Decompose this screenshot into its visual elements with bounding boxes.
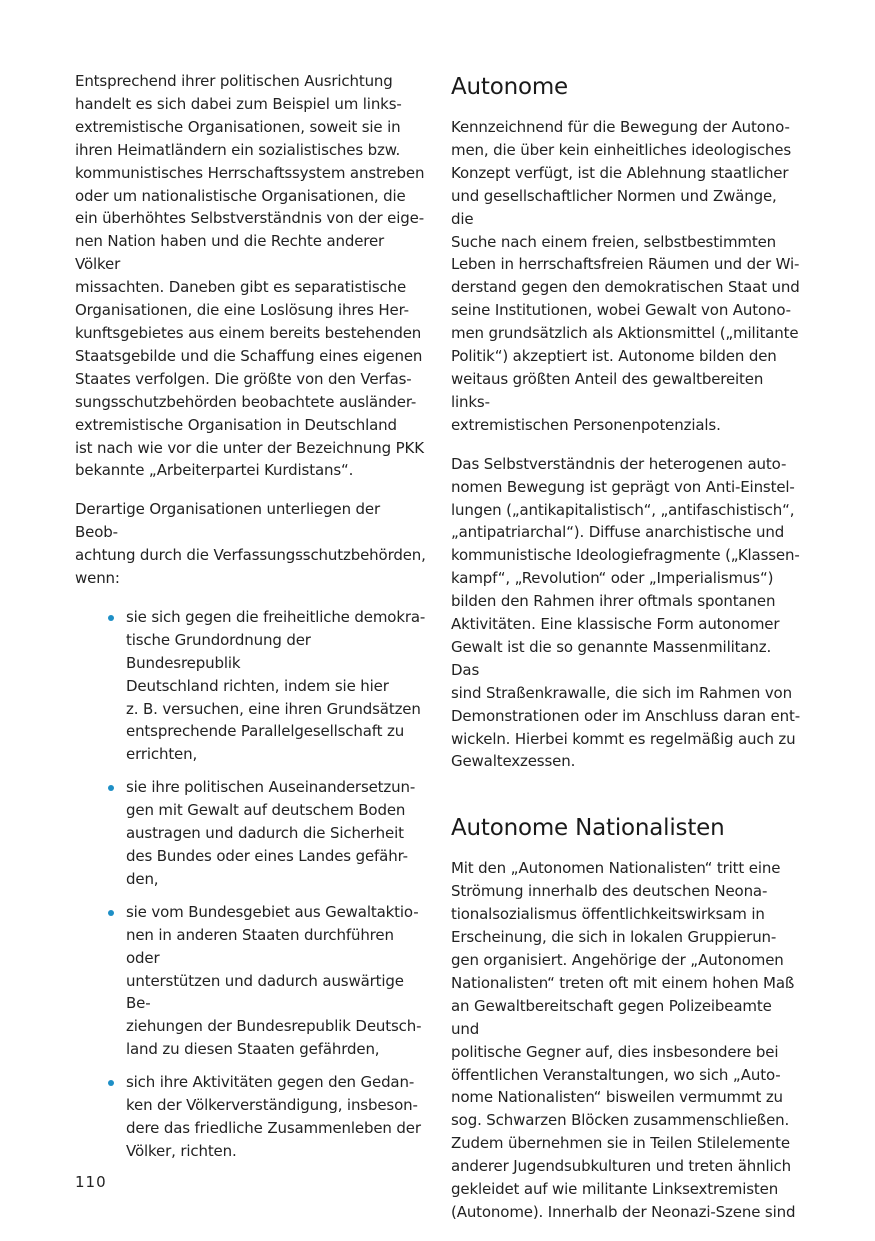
left-column xyxy=(75,70,427,1173)
bullet-dot-icon xyxy=(108,785,114,791)
page-number: 110 xyxy=(75,1173,107,1191)
right-paragraph-3: Mit den „Autonomen Nationalisten“ tritt eine Strömung innerhalb des deutschen Neona- tionalsozialismus öffentlichkeitswirksam in Erscheinung, die sich in lokalen Gruppierun- gen organisiert. Angehörige der „Autonomen Nationalisten“ treten oft mit einem hohen Maß an Gewaltbereitschaft gegen Polizeibeamte und politische Gegner auf, dies insbesondere bei öffentlichen Veranstaltungen, wo sich „Auto- nome Nationalisten“ bisweilen vermummt zu sog. Schwarzen Blöcken zusammenschließen. Zudem übernehmen sie in Teilen Stilelemente anderer Jugendsubkulturen und treten ähnlich gekleidet auf wie militante Linksextremisten (Autonome). Innerhalb der Neonazi-Szene sind xyxy=(451,859,796,1221)
section-heading-autonome: Autonome xyxy=(451,74,569,100)
left-paragraph-1: Entsprechend ihrer politischen Ausrichtung handelt es sich dabei zum Beispiel um links- extremistische Organisationen, soweit sie in ihren Heimatländern ein sozialistisches bzw. kommunistisches Herrschaftssystem anstreben oder um nationalistische Organisationen, die ein überhöhtes Selbstverständnis von der eige- nen Nation haben und die Rechte anderer Völker missachten. Daneben gibt es separatistische Organisationen, die eine Loslösung ihres Her- kunftsgebietes aus einem bereits bestehenden Staatsgebilde und die Schaffung eines eigenen Staates verfolgen. Die größte von den Verfas- sungsschutzbehörden beobachtete ausländer- extremistische Organisation in Deutschland ist nach wie vor die unter der Bezeichnung PKK bekannte „Arbeiterpartei Kurdistans“. xyxy=(75,72,425,480)
right-paragraph-1: Kennzeichnend für die Bewegung der Autono- men, die über kein einheitliches ideologisches Konzept verfügt, ist die Ablehnung staatlicher und gesellschaftlicher Normen und Zwänge, die Suche nach einem freien, selbstbestimmten Leben in herrschaftsfreien Räumen und der Wi- derstand gegen den demokratischen Staat und seine Institutionen, wobei Gewalt von Autono- men grundsätzlich als Aktionsmittel („militante Politik“) akzeptiert ist. Autonome bilden den weitaus größten Anteil des gewaltbereiten links- extremistischen Personenpotenzials. xyxy=(451,118,800,434)
bullet-text: sie vom Bundesgebiet aus Gewaltaktio- nen in anderen Staaten durchführen oder unterstützen und dadurch auswärtige Be- ziehungen der Bundesrepublik Deutsch- land zu diesen Staaten gefährden, xyxy=(126,902,422,1059)
bullet-text: sie sich gegen die freiheitliche demokra- tische Grundordnung der Bundesrepublik Deutschland richten, indem sie hier z. B. versuchen, eine ihren Grundsätzen entsprechende Parallelgesellschaft zu errichten, xyxy=(126,607,426,764)
bullet-item xyxy=(126,1071,427,1163)
bullet-text: sich ihre Aktivitäten gegen den Gedan- ken der Völkerverständigung, insbeson- dere das friedliche Zusammenleben der Völker, richten. xyxy=(126,1073,421,1160)
criteria-bullet-list xyxy=(75,606,427,1163)
bullet-dot-icon xyxy=(108,910,114,916)
bullet-dot-icon xyxy=(108,615,114,621)
section-heading-autonome-nationalisten: Autonome Nationalisten xyxy=(451,815,725,842)
left-paragraph-2: Derartige Organisationen unterliegen der Beob- achtung durch die Verfassungsschutzbehörden, wenn: xyxy=(75,500,426,588)
bullet-dot-icon xyxy=(108,1080,114,1086)
right-column xyxy=(451,70,801,1240)
bullet-item xyxy=(126,901,427,1061)
bullet-text: sie ihre politischen Auseinandersetzun- gen mit Gewalt auf deutschem Boden austragen und dadurch die Sicherheit des Bundes oder eines Landes gefähr- den, xyxy=(126,778,416,888)
bullet-item xyxy=(126,776,427,891)
bullet-item xyxy=(126,606,427,766)
right-paragraph-2: Das Selbstverständnis der heterogenen auto- nomen Bewegung ist geprägt von Anti-Einstel- lungen („antikapitalistisch“, „antifaschistisch“, „antipatriarchal“). Diffuse anarchistische und kommunistische Ideologiefragmente („Klassen- kampf“, „Revolution“ oder „Imperialismus“) bilden den Rahmen ihrer oftmals spontanen Aktivitäten. Eine klassische Form autonomer Gewalt ist die so genannte Massenmilitanz. Das sind Straßenkrawalle, die sich im Rahmen von Demonstrationen oder im Anschluss daran ent- wickeln. Hierbei kommt es regelmäßig auch zu Gewaltexzessen. xyxy=(451,454,800,771)
